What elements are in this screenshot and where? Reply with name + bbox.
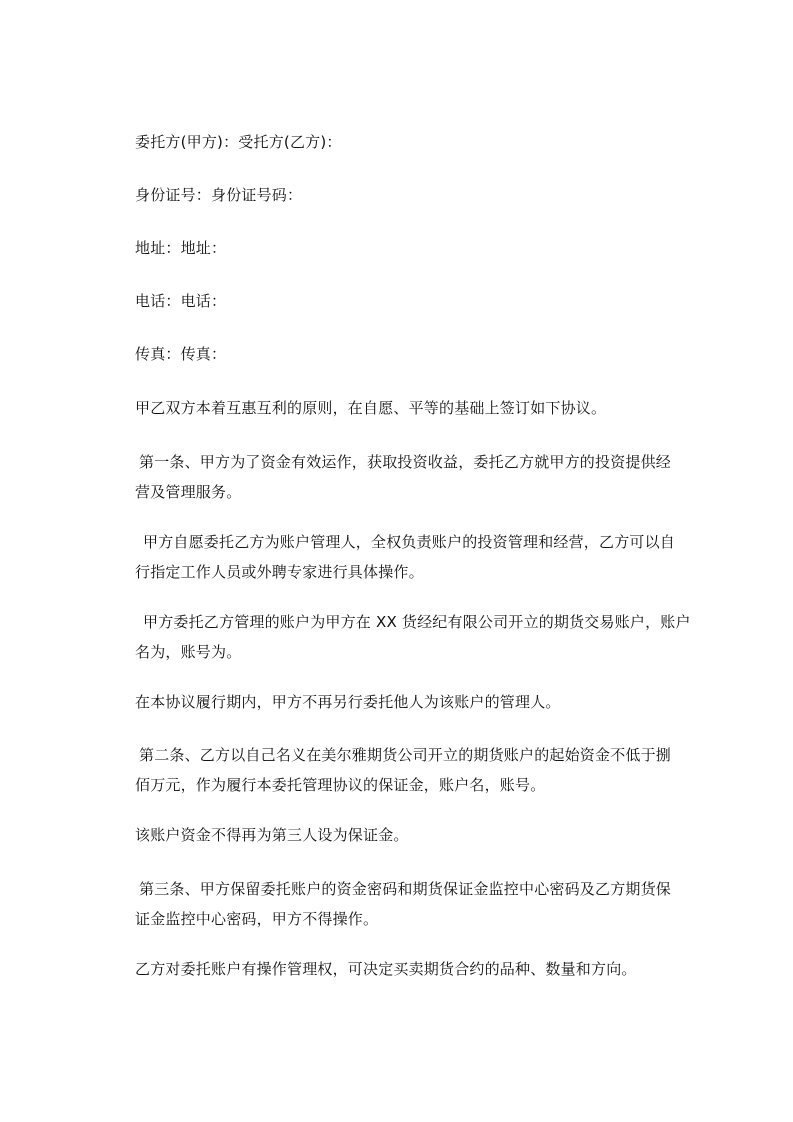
address-line: 地址：地址： [135, 239, 227, 257]
article-1-line-2: 营及管理服务。 [135, 483, 242, 501]
article-3-paragraph [135, 874, 715, 934]
paragraph-3-line-2: 名为，账号为。 [135, 643, 242, 661]
article-1-paragraph [135, 447, 715, 507]
article-1-line-1: 第一条、甲方为了资金有效运作，获取投资收益，委托乙方就甲方的投资提供经 [139, 453, 672, 471]
article-2-line-1: 第二条、乙方以自己名义在美尔雅期货公司开立的期货账户的起始资金不低于捌 [139, 746, 672, 764]
paragraph-6: 乙方对委托账户有操作管理权，可决定买卖期货合约的品种、数量和方向。 [135, 960, 637, 978]
article-3-line-2: 证金监控中心密码，甲方不得操作。 [135, 910, 379, 928]
phone-line: 电话：电话： [135, 292, 227, 310]
parties-line: 委托方(甲方)：受托方(乙方)： [135, 133, 342, 151]
paragraph-2 [135, 527, 715, 587]
fax-line: 传真：传真： [135, 345, 227, 363]
article-2-paragraph [135, 740, 715, 800]
id-number-line: 身份证号：身份证号码： [135, 186, 303, 204]
paragraph-4: 在本协议履行期内，甲方不再另行委托他人为该账户的管理人。 [135, 693, 561, 711]
paragraph-3 [135, 607, 715, 667]
paragraph-2-line-2: 行指定工作人员或外聘专家进行具体操作。 [135, 563, 424, 581]
intro-paragraph: 甲乙双方本着互惠互利的原则，在自愿、平等的基础上签订如下协议。 [135, 399, 607, 417]
paragraph-3-line-1: 甲方委托乙方管理的账户为甲方在 XX 货经纪有限公司开立的期货交易账户，账户 [143, 613, 691, 631]
paragraph-5: 该账户资金不得再为第三人设为保证金。 [135, 826, 409, 844]
paragraph-2-line-1: 甲方自愿委托乙方为账户管理人，全权负责账户的投资管理和经营，乙方可以自 [143, 533, 676, 551]
article-3-line-1: 第三条、甲方保留委托账户的资金密码和期货保证金监控中心密码及乙方期货保 [139, 880, 672, 898]
article-2-line-2: 佰万元，作为履行本委托管理协议的保证金，账户名，账号。 [135, 776, 546, 794]
